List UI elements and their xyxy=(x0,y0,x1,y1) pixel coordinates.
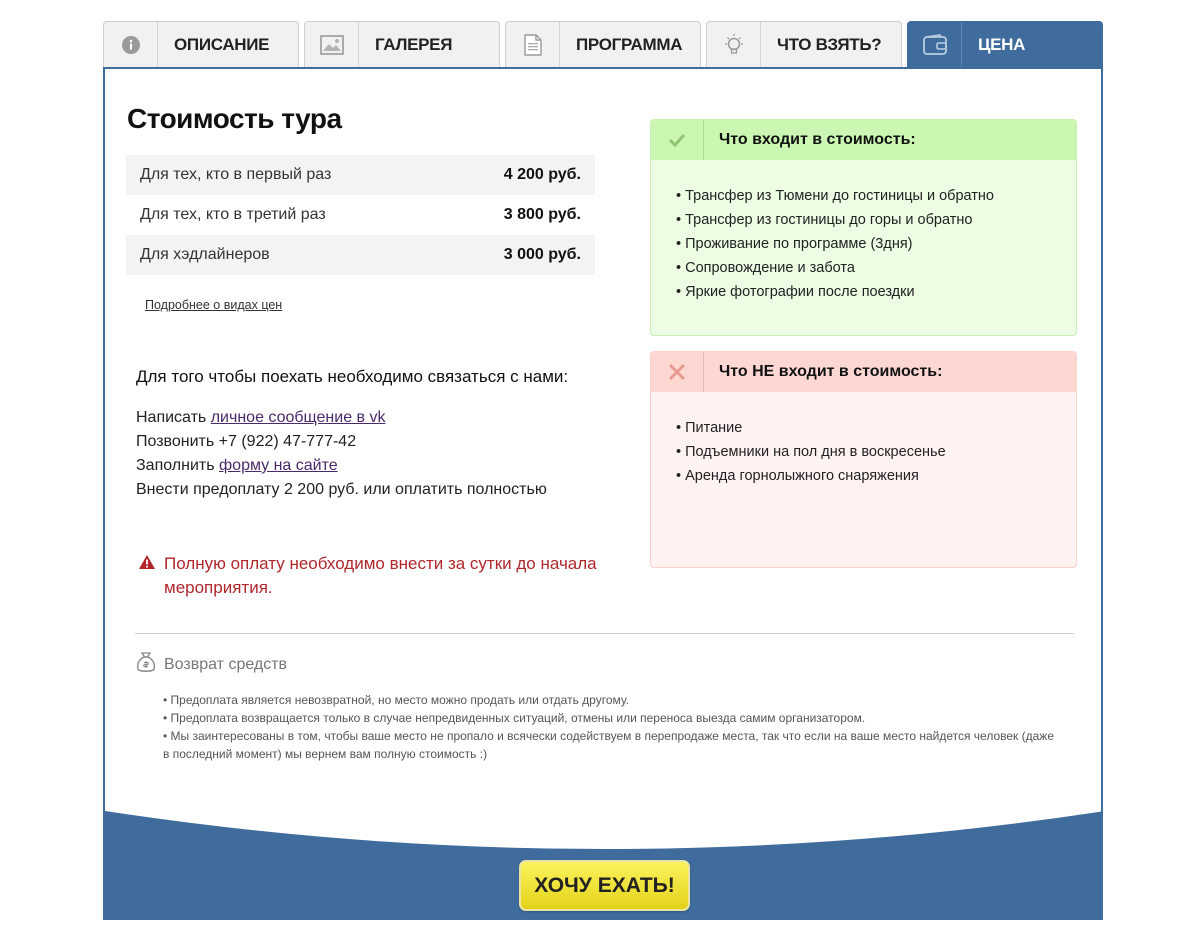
list-item: • Питание xyxy=(676,416,1076,440)
price-row xyxy=(126,155,595,195)
price-value: 4 200 руб. xyxy=(503,166,581,183)
info-icon xyxy=(104,22,158,68)
excluded-header xyxy=(651,352,1076,392)
list-item: • Трансфер из Тюмени до гостиницы и обратно xyxy=(676,184,1076,208)
check-icon xyxy=(651,120,704,160)
site-form-link[interactable]: форму на сайте xyxy=(219,457,338,474)
excluded-list xyxy=(651,392,1076,488)
vk-message-link[interactable]: личное сообщение в vk xyxy=(210,409,386,426)
list-item: • Предоплата возвращается только в случае непредвиденных ситуаций, отмены или переноса выезда самим организатором. xyxy=(163,711,866,725)
included-list xyxy=(651,160,1076,304)
cross-icon xyxy=(651,352,704,392)
want-to-go-button[interactable]: ХОЧУ ЕХАТЬ! xyxy=(519,860,690,911)
refund-list xyxy=(163,691,1063,763)
warning-text: Полную оплату необходимо внести за сутки до начала мероприятия. xyxy=(164,554,597,597)
tab-label: ГАЛЕРЕЯ xyxy=(375,35,453,54)
contact-prepay: Внести предоплату 2 200 руб. или оплатить полностью xyxy=(136,481,547,498)
list-item: • Мы заинтересованы в том, чтобы ваше место не пропало и всячески содействуем в перепродаже места, так что если на ваше место найдется человек (даже в последний момент) мы вернем вам полную стоимость :) xyxy=(163,729,1055,761)
contact-form xyxy=(136,454,547,478)
price-label: Для тех, кто в первый раз xyxy=(140,166,332,183)
divider xyxy=(135,633,1074,634)
tab-price[interactable] xyxy=(907,21,1103,68)
list-item: • Сопровождение и забота xyxy=(676,256,1076,280)
tab-description[interactable] xyxy=(103,21,299,68)
list-item: • Трансфер из гостиницы до горы и обратно xyxy=(676,208,1076,232)
tab-what-to-take[interactable] xyxy=(706,21,902,68)
price-row xyxy=(126,235,595,275)
price-value: 3 000 руб. xyxy=(503,246,581,263)
included-title: Что входит в стоимость: xyxy=(719,131,916,148)
money-bag-icon xyxy=(136,651,156,678)
price-types-link[interactable]: Подробнее о видах цен xyxy=(145,298,283,312)
wallet-icon xyxy=(908,22,962,68)
list-item: • Аренда горнолыжного снаряжения xyxy=(676,464,1076,488)
tab-label: ЦЕНА xyxy=(978,35,1026,54)
excluded-box xyxy=(650,351,1077,568)
image-icon xyxy=(305,22,359,68)
tab-label: ЧТО ВЗЯТЬ? xyxy=(777,35,882,54)
price-label: Для хэдлайнеров xyxy=(140,246,270,263)
price-panel xyxy=(103,67,1103,920)
list-item: • Подъемники на пол дня в воскресенье xyxy=(676,440,1076,464)
refund-heading xyxy=(136,651,287,678)
contact-write xyxy=(136,406,547,430)
price-row xyxy=(126,195,595,235)
lightbulb-icon xyxy=(707,22,761,68)
refund-title: Возврат средств xyxy=(164,655,288,673)
included-box xyxy=(650,119,1077,336)
contact-heading: Для того чтобы поехать необходимо связаться с нами: xyxy=(136,367,569,386)
price-table xyxy=(126,155,595,275)
included-header xyxy=(651,120,1076,160)
contact-lines xyxy=(136,406,547,502)
contact-write-prefix: Написать xyxy=(136,409,211,426)
document-icon xyxy=(506,22,560,68)
contact-form-prefix: Заполнить xyxy=(136,457,219,474)
payment-warning xyxy=(138,552,598,600)
page-title: Стоимость тура xyxy=(127,103,342,134)
warning-icon xyxy=(138,554,156,600)
price-value: 3 800 руб. xyxy=(503,206,581,223)
list-item: • Проживание по программе (3дня) xyxy=(676,232,1076,256)
tab-bar xyxy=(103,21,1103,68)
price-label: Для тех, кто в третий раз xyxy=(140,206,326,223)
tab-label: ОПИСАНИЕ xyxy=(174,35,270,54)
list-item: • Яркие фотографии после поездки xyxy=(676,280,1076,304)
list-item: • Предоплата является невозвратной, но место можно продать или отдать другому. xyxy=(163,693,630,707)
excluded-title: Что НЕ входит в стоимость: xyxy=(719,363,943,380)
tab-program[interactable] xyxy=(505,21,701,68)
tab-label: ПРОГРАММА xyxy=(576,35,683,54)
contact-call: Позвонить +7 (922) 47-777-42 xyxy=(136,433,357,450)
tab-gallery[interactable] xyxy=(304,21,500,68)
